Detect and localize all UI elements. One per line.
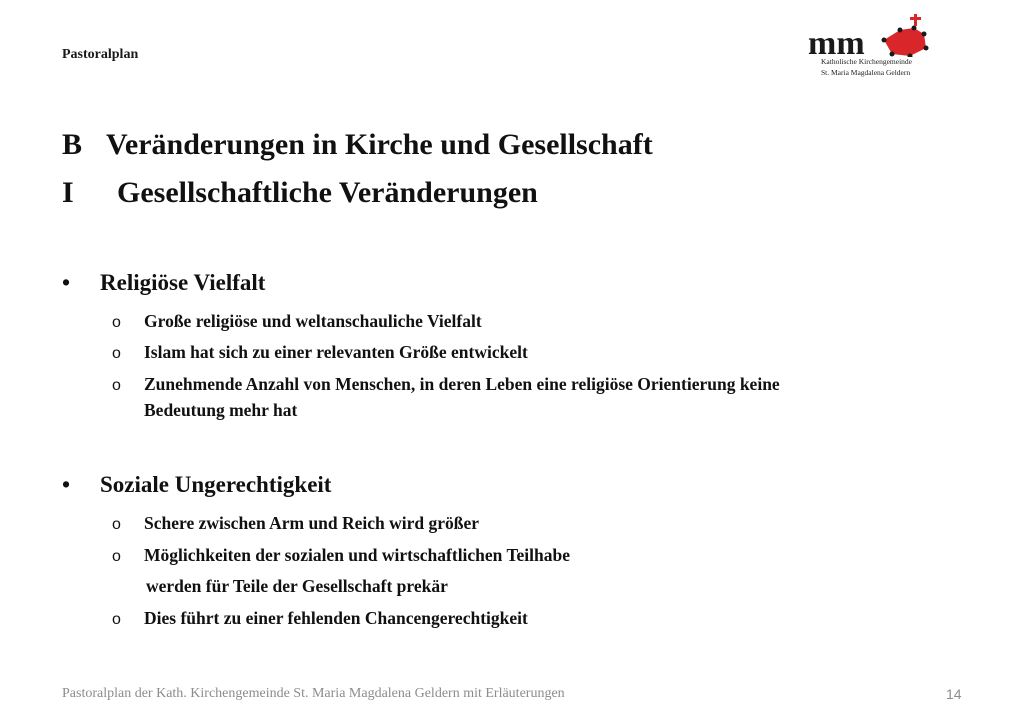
list-item-text: Zunehmende Anzahl von Menschen, in deren Leben eine religiöse Orientierung keine [144, 374, 780, 394]
list-item-text: Islam hat sich zu einer relevanten Größe entwickelt [144, 342, 528, 362]
bullet-icon: • [62, 270, 71, 295]
list-item [112, 608, 528, 629]
circle-marker-icon: o [112, 377, 121, 394]
list-item-text: Schere zwischen Arm und Reich wird größer [144, 513, 480, 533]
heading-i-letter: I [62, 176, 74, 209]
parish-logo [806, 12, 956, 84]
logo-line-1: Katholische Kirchengemeinde [821, 57, 913, 66]
list-item-text: Große religiöse und weltanschauliche Vielfalt [144, 311, 482, 331]
list-item-text: Möglichkeiten der sozialen und wirtschaftlichen Teilhabe [144, 545, 571, 565]
bullet-icon: • [62, 472, 71, 497]
heading-i-text: Gesellschaftliche Veränderungen [117, 176, 538, 209]
section-title: Religiöse Vielfalt [100, 270, 266, 295]
heading-i [62, 176, 538, 210]
circle-marker-icon: o [112, 611, 121, 628]
list-item-continuation: werden für Teile der Gesellschaft prekär [146, 576, 448, 596]
heading-b-letter: B [62, 128, 83, 161]
page-number: 14 [946, 686, 962, 702]
section-soziale-ungerechtigkeit [62, 472, 331, 498]
logo-mm-text: mm [808, 25, 865, 57]
heading-b-text: Veränderungen in Kirche und Gesellschaft [106, 128, 653, 161]
circle-marker-icon: o [112, 516, 121, 533]
list-item [112, 311, 482, 332]
list-item [112, 374, 780, 395]
logo-line-2: St. Maria Magdalena Geldern [821, 68, 911, 77]
footer-text: Pastoralplan der Kath. Kirchengemeinde St. Maria Magdalena Geldern mit Erläuterungen [62, 686, 565, 701]
circle-marker-icon: o [112, 345, 121, 362]
list-item [112, 545, 570, 566]
list-item-continuation: Bedeutung mehr hat [144, 400, 298, 420]
list-item [112, 513, 479, 534]
circle-marker-icon: o [112, 548, 121, 565]
section-religioese-vielfalt [62, 270, 265, 296]
list-item-text: Dies führt zu einer fehlenden Chancengerechtigkeit [144, 608, 528, 628]
section-title: Soziale Ungerechtigkeit [100, 472, 332, 497]
list-item [112, 342, 528, 363]
header-label: Pastoralplan [62, 47, 139, 62]
heading-b [62, 128, 653, 162]
circle-marker-icon: o [112, 314, 121, 331]
logo-mark-icon [806, 12, 956, 57]
